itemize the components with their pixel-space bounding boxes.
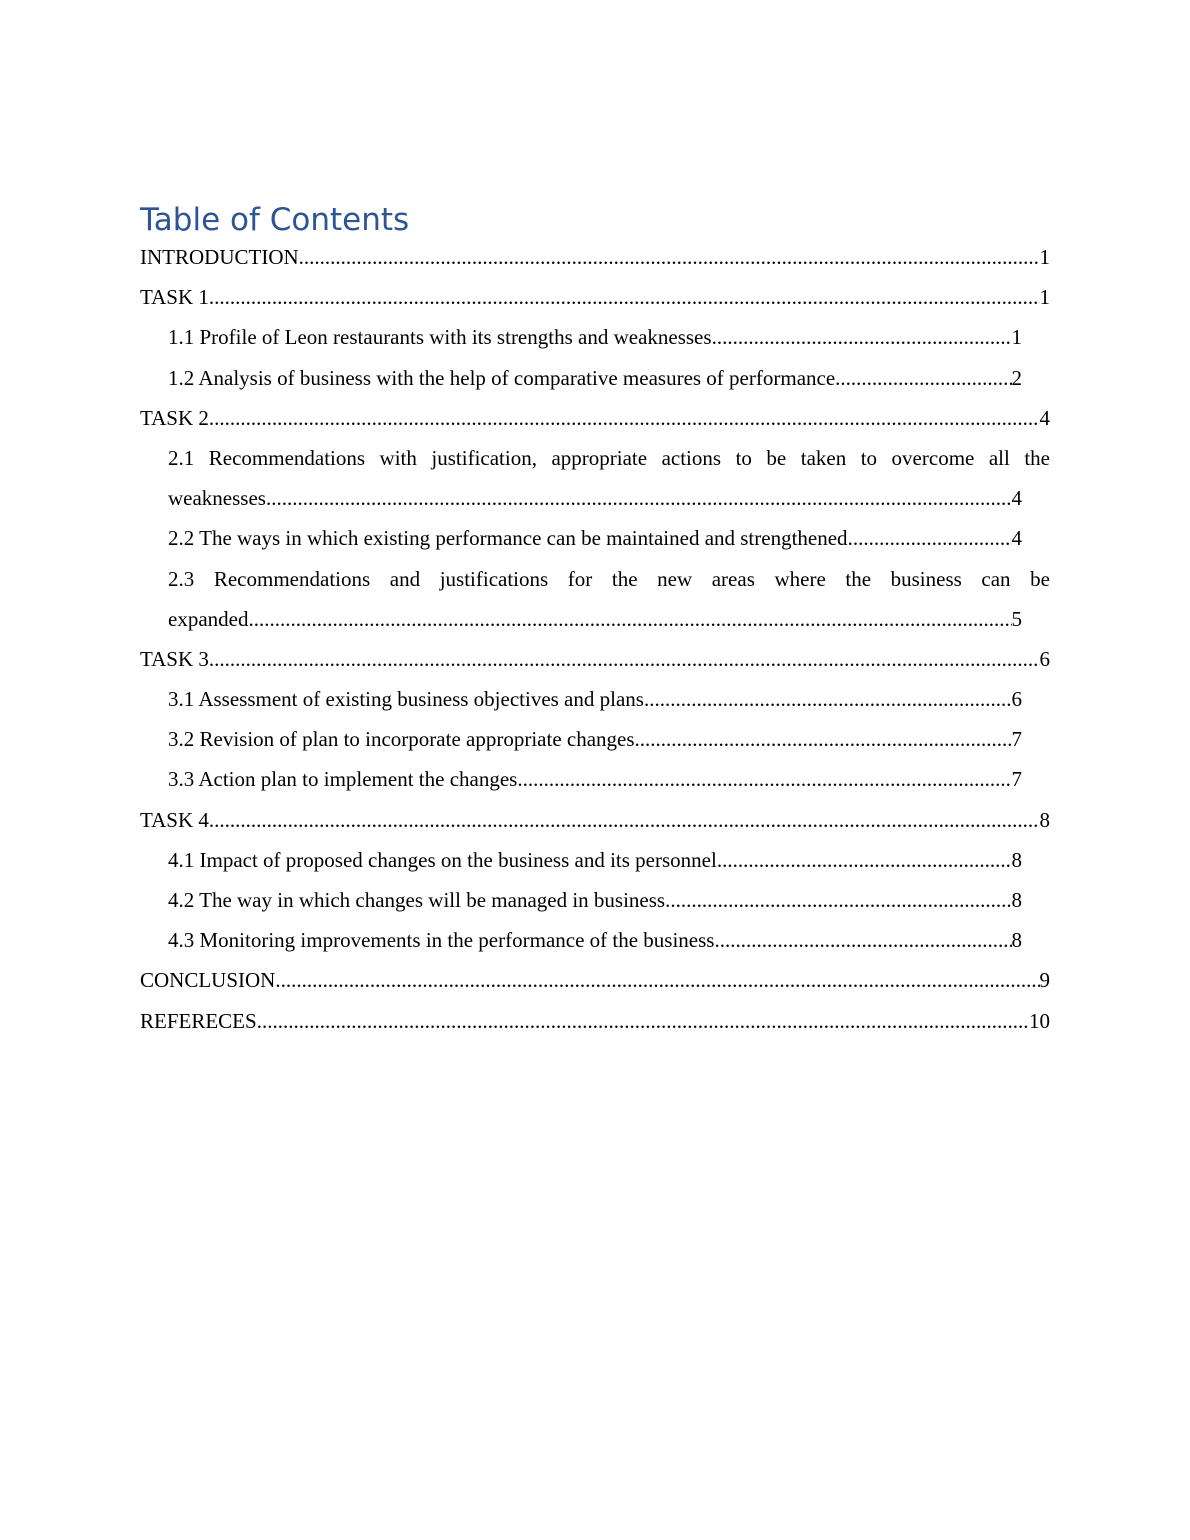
toc-entry-2-3[interactable] — [140, 559, 1050, 639]
toc-page-number: 10 — [1029, 1008, 1050, 1033]
toc-page-number: 8 — [1039, 807, 1050, 832]
toc-entry-label-line2: expanded — [168, 606, 249, 631]
toc-entry-label-line1: 2.1 Recommendations with justification, appropriate actions to be taken to overcome all the — [168, 445, 1050, 470]
dot-leader — [209, 277, 1040, 317]
toc-page-number: 7 — [1011, 767, 1022, 792]
toc-title: Table of Contents — [140, 202, 410, 238]
dot-leader — [209, 800, 1040, 840]
toc-entry-1-2[interactable] — [140, 358, 1050, 398]
dot-leader — [714, 920, 1011, 960]
toc-entry-label: CONCLUSION — [140, 968, 276, 993]
toc-entry-label: TASK 4 — [140, 807, 209, 832]
toc-entry-task-2[interactable] — [140, 398, 1050, 438]
dot-leader — [275, 960, 1039, 1000]
dot-leader — [266, 478, 1012, 518]
toc-entry-label: 1.1 Profile of Leon restaurants with its strengths and weaknesses — [168, 325, 712, 350]
table-of-contents — [140, 237, 1050, 1041]
toc-page-number: 1 — [1039, 285, 1050, 310]
toc-entry-label: INTRODUCTION — [140, 245, 299, 269]
toc-page-number: 9 — [1039, 968, 1050, 993]
toc-page-number: 8 — [1011, 928, 1022, 953]
dot-leader — [635, 719, 1012, 759]
toc-entry-label: 3.2 Revision of plan to incorporate appropriate changes — [168, 727, 635, 752]
toc-entry-task-3[interactable] — [140, 639, 1050, 679]
toc-entry-label: 1.2 Analysis of business with the help of comparative measures of performance — [168, 365, 836, 390]
toc-entry-label: REFERECES — [140, 1008, 257, 1033]
toc-entry-task-1[interactable] — [140, 277, 1050, 317]
toc-entry-label-line1: 2.3 Recommendations and justifications for the new areas where the business can be — [168, 566, 1050, 591]
toc-page-number: 7 — [1011, 727, 1022, 752]
toc-entry-label: 3.3 Action plan to implement the changes — [168, 767, 518, 792]
dot-leader — [517, 759, 1011, 799]
dot-leader — [644, 679, 1012, 719]
toc-page-number: 8 — [1011, 847, 1022, 872]
toc-entry-label: 3.1 Assessment of existing business objectives and plans — [168, 687, 644, 712]
toc-page-number: 4 — [1011, 526, 1022, 551]
toc-entry-task-4[interactable] — [140, 800, 1050, 840]
toc-entry-label: TASK 2 — [140, 405, 209, 430]
toc-entry-introduction[interactable] — [140, 237, 1050, 277]
toc-entry-label: 4.1 Impact of proposed changes on the business and its personnel — [168, 847, 717, 872]
toc-page-number: 6 — [1039, 646, 1050, 671]
toc-page-number: 6 — [1011, 687, 1022, 712]
dot-leader — [835, 358, 1011, 398]
toc-page-number: 5 — [1011, 606, 1022, 631]
dot-leader — [848, 518, 1012, 558]
toc-entry-2-1[interactable] — [140, 438, 1050, 518]
toc-entry-label-line2: weaknesses — [168, 486, 266, 511]
toc-entry-references[interactable] — [140, 1001, 1050, 1041]
dot-leader — [248, 599, 1011, 639]
toc-entry-label: TASK 3 — [140, 646, 209, 671]
toc-entry-label: 4.2 The way in which changes will be managed in business — [168, 888, 666, 912]
dot-leader — [665, 880, 1011, 920]
toc-entry-label: 4.3 Monitoring improvements in the performance of the business — [168, 928, 715, 953]
toc-entry-2-2[interactable] — [140, 518, 1050, 558]
toc-page-number: 8 — [1011, 888, 1022, 912]
toc-page-number: 1 — [1039, 245, 1050, 269]
dot-leader — [299, 237, 1040, 277]
dot-leader — [717, 840, 1012, 880]
dot-leader — [209, 639, 1040, 679]
dot-leader — [209, 398, 1040, 438]
dot-leader — [257, 1001, 1029, 1041]
toc-entry-conclusion[interactable] — [140, 960, 1050, 1000]
toc-entry-4-3[interactable] — [140, 920, 1050, 960]
dot-leader — [712, 317, 1012, 357]
toc-entry-label: 2.2 The ways in which existing performance can be maintained and strengthened — [168, 526, 848, 551]
toc-entry-3-1[interactable] — [140, 679, 1050, 719]
toc-entry-3-2[interactable] — [140, 719, 1050, 759]
toc-entry-1-1[interactable] — [140, 317, 1050, 357]
toc-entry-4-1[interactable] — [140, 840, 1050, 880]
toc-page-number: 4 — [1039, 405, 1050, 430]
toc-entry-label: TASK 1 — [140, 285, 209, 310]
toc-entry-4-2[interactable] — [140, 880, 1050, 920]
toc-page-number: 2 — [1011, 365, 1022, 390]
toc-page-number: 4 — [1011, 486, 1022, 511]
toc-page-number: 1 — [1011, 325, 1022, 350]
toc-entry-3-3[interactable] — [140, 759, 1050, 799]
